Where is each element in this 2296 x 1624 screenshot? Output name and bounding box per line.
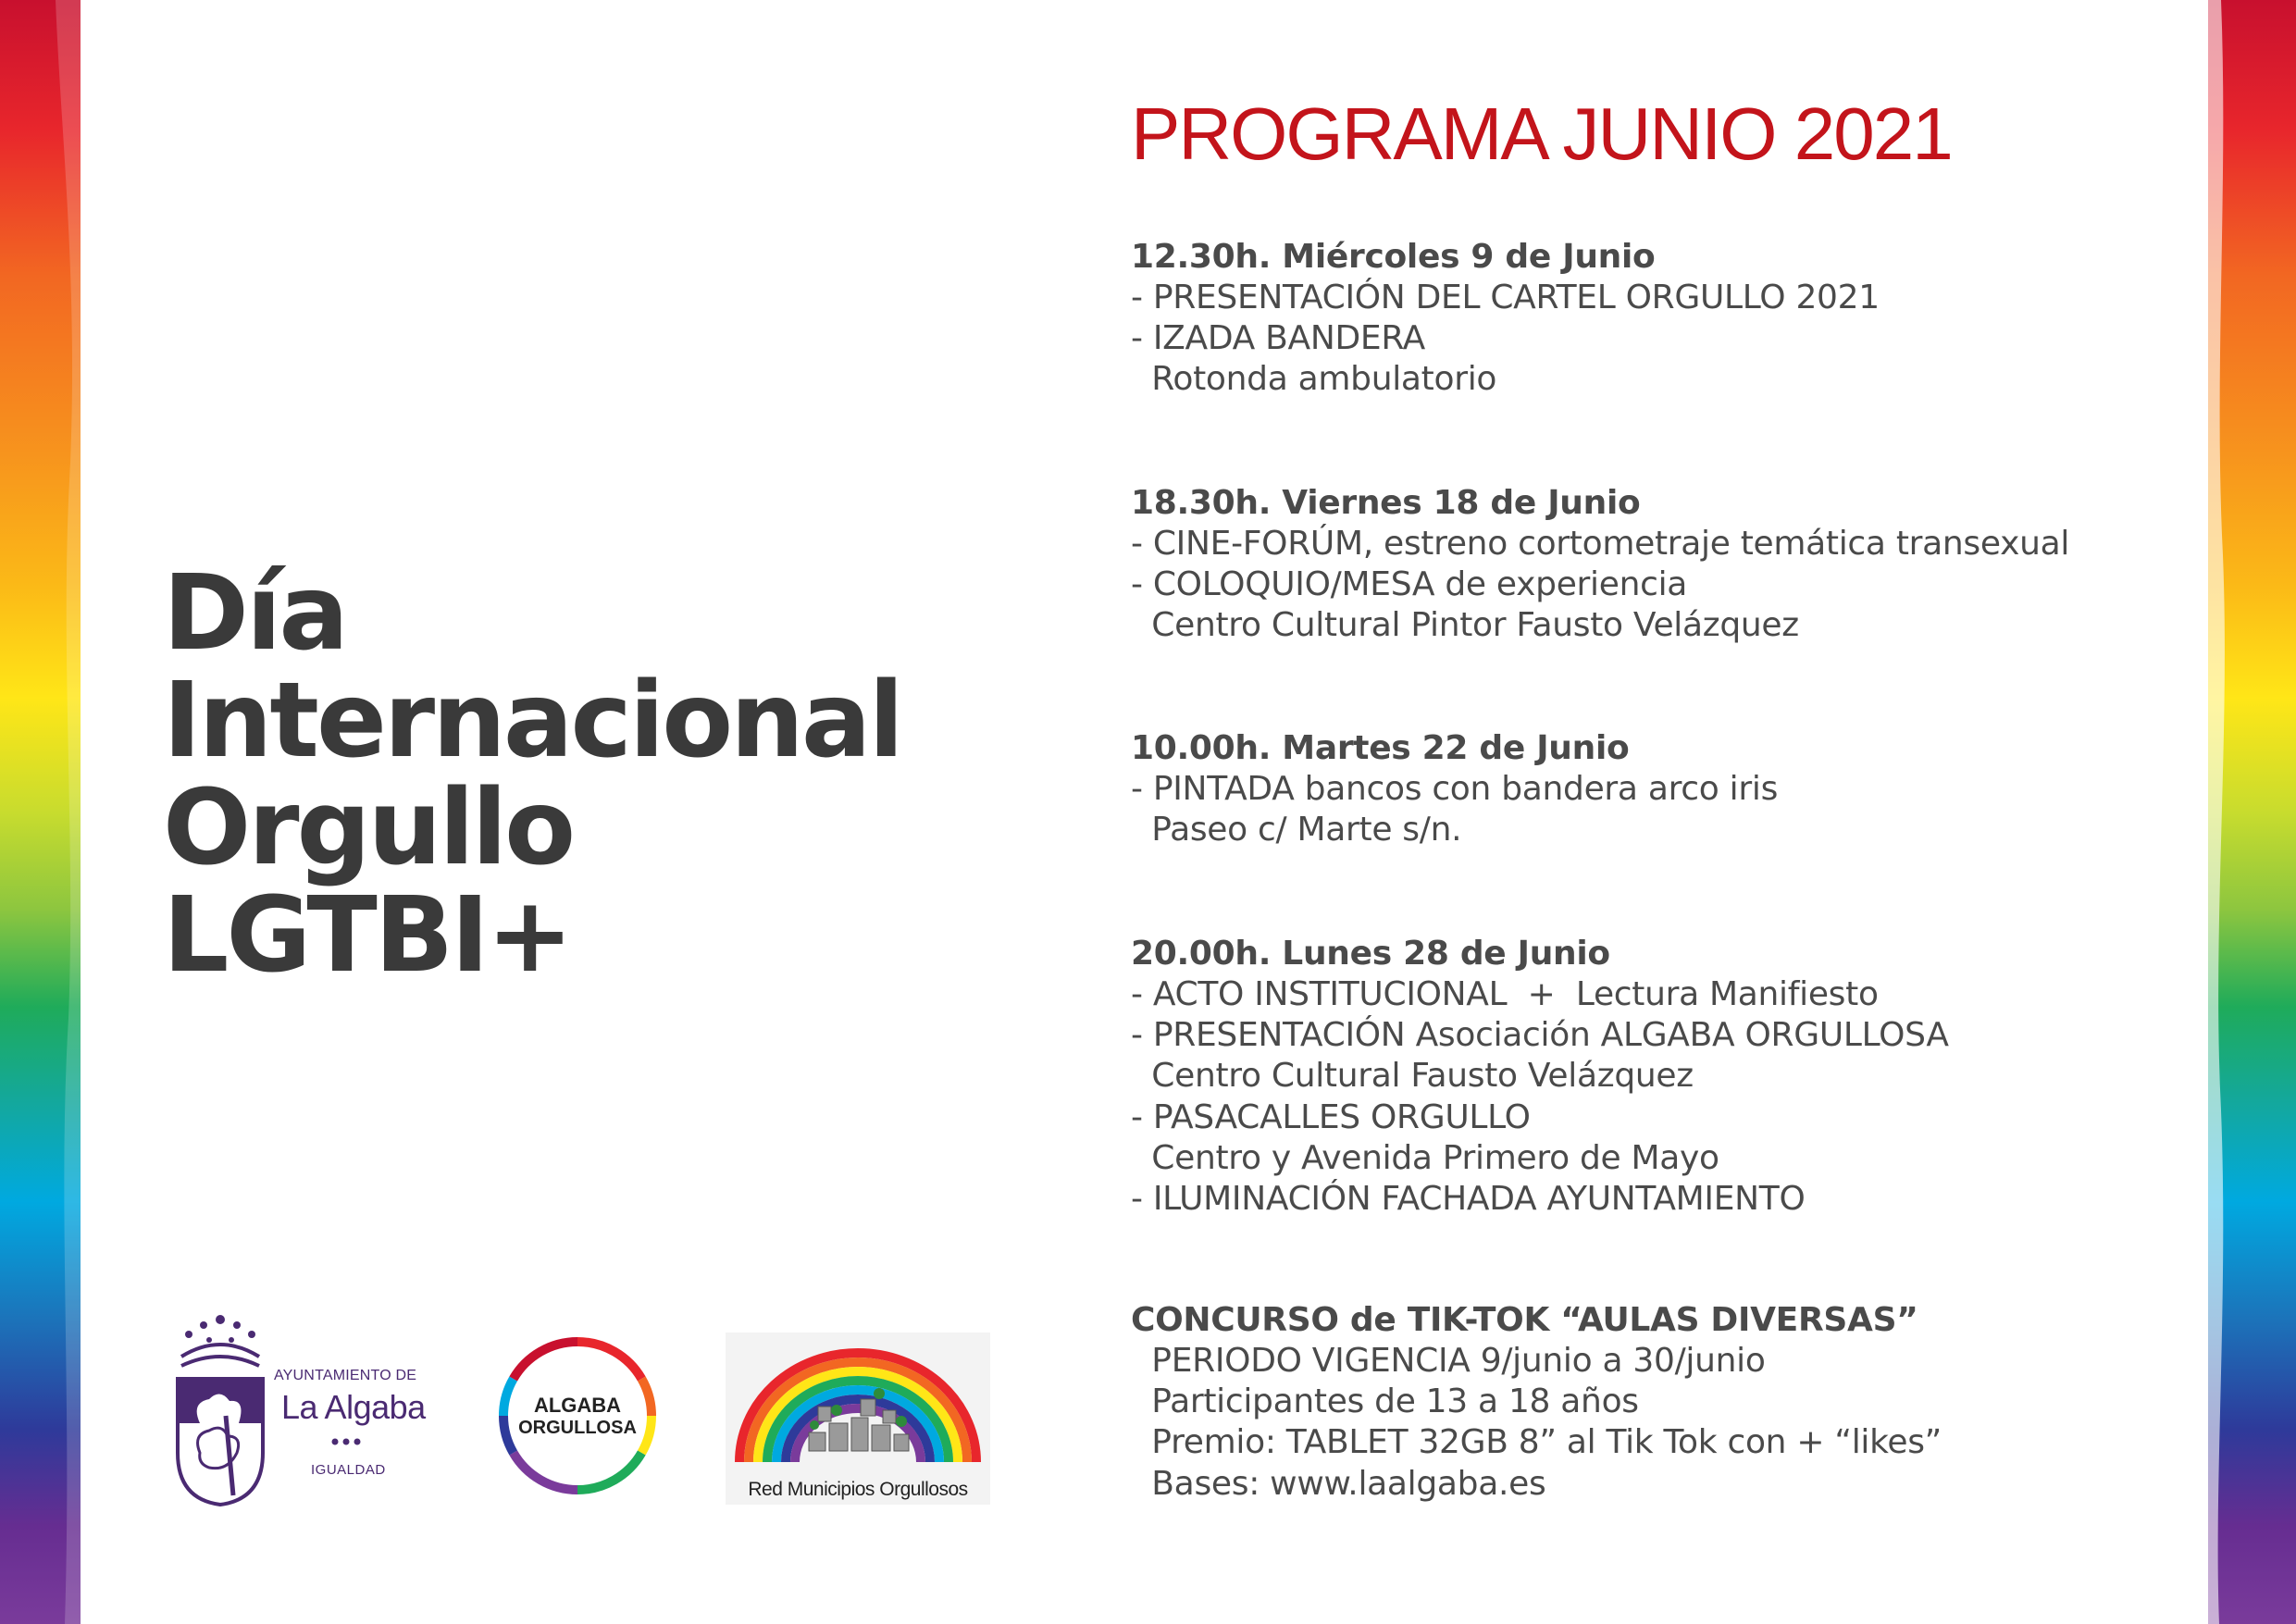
rainbow-stripe-right-graphic <box>2208 0 2296 1624</box>
red-municipios-label: Red Municipios Orgullosos <box>748 1479 968 1500</box>
contest-line: PERIODO VIGENCIA 9/junio a 30/junio <box>1131 1342 1766 1380</box>
event-block <box>1131 237 1880 401</box>
dots-icon <box>328 1436 365 1447</box>
event-line: Rotonda ambulatorio <box>1131 360 1497 399</box>
contest-heading: CONCURSO de TIK-TOK “AULAS DIVERSAS” <box>1131 1301 1918 1339</box>
rainbow-stripe-left <box>0 0 81 1624</box>
event-block <box>1131 934 1949 1220</box>
event-line: Centro Cultural Fausto Velázquez <box>1131 1057 1694 1096</box>
ayuntamiento-sub: IGUALDAD <box>311 1462 386 1478</box>
event-line: Centro y Avenida Primero de Mayo <box>1131 1138 1719 1177</box>
event-line: - PASACALLES ORGULLO <box>1131 1097 1531 1136</box>
algaba-orgullosa-logo <box>494 1333 661 1499</box>
ayuntamiento-label: AYUNTAMIENTO DE <box>274 1368 417 1383</box>
red-municipios-logo <box>726 1333 990 1505</box>
rainbow-arch-icon <box>726 1333 990 1471</box>
event-block <box>1131 728 1778 850</box>
algaba-orgullosa-line-1: ALGABA <box>533 1394 622 1417</box>
event-line: - PINTADA bancos con bandera arco iris <box>1131 770 1779 808</box>
event-line: - CINE-FORÚM, estreno cortometraje temática transexual <box>1131 525 2070 563</box>
main-title-line-2: Internacional <box>163 661 901 781</box>
algaba-orgullosa-line-2: ORGULLOSA <box>518 1418 637 1438</box>
event-heading: 18.30h. Viernes 18 de Junio <box>1131 484 1641 522</box>
rainbow-stripe-left-graphic <box>0 0 81 1624</box>
event-line: - ILUMINACIÓN FACHADA AYUNTAMIENTO <box>1131 1180 1806 1219</box>
event-heading: 20.00h. Lunes 28 de Junio <box>1131 935 1610 973</box>
event-line: - ACTO INSTITUCIONAL + Lectura Manifiesto <box>1131 975 1879 1013</box>
event-line: - PRESENTACIÓN Asociación ALGABA ORGULLOSA <box>1131 1016 1949 1055</box>
main-title-line-3: Orgullo <box>163 768 574 888</box>
main-title-line-1: Día <box>163 553 346 674</box>
contest-line: Participantes de 13 a 18 años <box>1131 1382 1639 1421</box>
contest-line: Premio: TABLET 32GB 8” al Tik Tok con + “likes” <box>1131 1423 1942 1462</box>
event-line: - PRESENTACIÓN DEL CARTEL ORGULLO 2021 <box>1131 279 1880 316</box>
event-line: - COLOQUIO/MESA de experiencia <box>1131 565 1688 604</box>
contest-block <box>1131 1300 1942 1505</box>
main-title-line-4: LGTBI+ <box>163 875 571 996</box>
event-block <box>1131 483 2069 647</box>
event-heading: 12.30h. Miércoles 9 de Junio <box>1131 238 1656 276</box>
program-title: PROGRAMA JUNIO 2021 <box>1131 93 1952 175</box>
main-title <box>163 553 996 996</box>
event-line: Paseo c/ Marte s/n. <box>1131 811 1462 849</box>
contest-line: Bases: www.laalgaba.es <box>1131 1464 1546 1503</box>
crest-icon <box>172 1314 269 1508</box>
event-line: - IZADA BANDERA <box>1131 319 1425 358</box>
ayuntamiento-logo <box>172 1314 450 1508</box>
rainbow-stripe-right <box>2208 0 2296 1624</box>
ayuntamiento-name: La Algaba <box>281 1388 426 1426</box>
event-line: Centro Cultural Pintor Fausto Velázquez <box>1131 606 1799 645</box>
event-heading: 10.00h. Martes 22 de Junio <box>1131 729 1630 767</box>
